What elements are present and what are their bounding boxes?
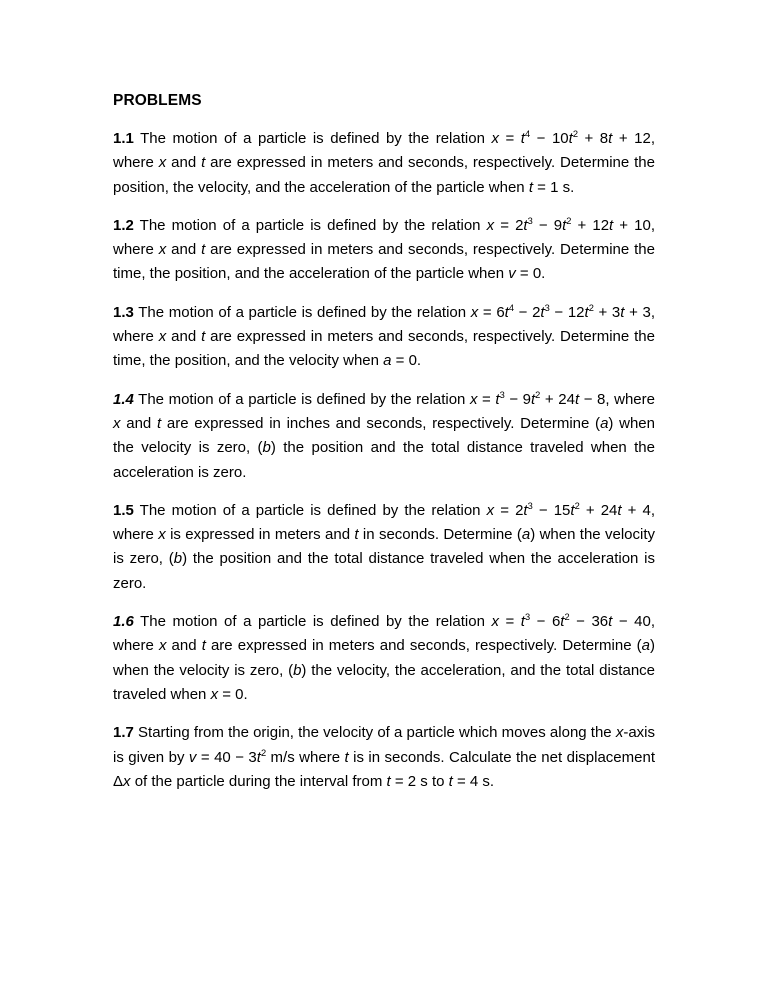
text-segment: x [469,390,478,408]
text-segment: t [448,772,453,790]
text-segment: 2 [574,500,580,511]
text-segment: = [477,390,496,408]
text-segment: = [498,613,521,631]
text-segment: ) the position and the total distance traveled when the acceleration is zero. [113,439,660,481]
text-segment: 1.4 [113,390,134,408]
text-segment: v [508,265,516,283]
text-segment: x [158,637,167,655]
text-segment: The motion of a particle is defined by the relation [133,303,471,321]
text-segment: − 9 [532,216,563,234]
text-segment: are expressed in meters and seconds, respectively. Determine the time, the position, and the acceleration of the particle when [113,241,660,283]
text-segment: -axis is given by [113,724,660,766]
text-segment: and [166,241,202,259]
text-segment: t [520,130,525,147]
text-segment: 3 [499,389,505,400]
text-segment: − 2 [514,303,541,321]
text-segment: x [158,154,167,172]
page-title: PROBLEMS [113,92,202,109]
text-segment: t [540,303,545,321]
text-segment: t [560,613,565,631]
text-segment: t [528,178,533,196]
text-segment: t [386,772,391,790]
problems-list [113,127,660,794]
problem-paragraph [113,388,660,485]
text-segment: t [523,501,528,519]
text-segment: 3 [544,302,550,313]
text-segment: = 40 − 3 [196,748,257,766]
text-segment: t [562,216,567,234]
text-segment: x [615,724,624,742]
text-segment: t [354,526,359,544]
problem-paragraph [113,301,660,374]
text-segment: ) when the velocity is zero, ( [113,637,660,679]
text-segment: t [609,216,614,234]
text-segment: + 10, where [113,216,660,259]
text-segment: + 8 [577,130,609,147]
text-segment: = 1 s. [532,178,575,196]
text-segment: The motion of a particle is defined by the relation [133,501,487,519]
text-segment: 3 [527,500,533,511]
text-segment: t [344,748,349,766]
text-segment: t [584,303,589,321]
text-segment: t [531,390,536,408]
text-segment: = 0. [391,352,422,370]
text-segment: and [166,328,202,346]
text-segment: The motion of a particle is defined by the relation [133,216,487,234]
text-segment: x [123,772,131,790]
text-segment: b [262,439,271,457]
text-segment: x [158,526,166,544]
text-segment: is expressed in meters and [165,526,355,544]
text-segment: The motion of a particle is defined by the relation [133,390,470,408]
text-segment: t [201,328,206,346]
text-segment: + 24 [540,390,575,408]
text-segment: 1.7 [113,724,134,742]
text-segment: b [173,550,183,568]
text-segment: 1.1 [113,130,134,147]
text-segment: = 0. [218,685,248,703]
text-segment: and [166,637,202,655]
text-segment: a [521,526,531,544]
text-segment: − 8, where [579,390,660,408]
text-segment: t [608,613,613,631]
text-segment: x [491,130,499,147]
text-segment: + 3 [593,303,621,321]
text-segment: − 40, where [113,613,660,655]
text-segment: t [495,390,500,408]
text-segment: 4 [508,302,515,313]
text-segment: x [470,303,479,321]
text-segment: − 9 [504,390,531,408]
text-segment: b [293,661,302,679]
text-segment: t [520,613,525,631]
text-segment: + 24 [579,501,618,519]
text-segment: are expressed in meters and seconds, respectively. Determine ( [205,637,642,655]
problem-paragraph [113,721,660,794]
text-segment: t [256,748,261,766]
text-segment: − 12 [549,303,585,321]
text-segment: = 0. [515,265,546,283]
text-segment: t [201,637,206,655]
text-segment: t [568,130,573,147]
text-segment: The motion of a particle is defined by the relation [133,613,492,631]
problem-paragraph [113,127,660,200]
text-segment: + 12 [571,216,610,234]
text-segment: of the particle during the interval from [130,772,387,790]
text-segment: is in seconds. Calculate the net displacement Δ [113,748,660,790]
text-segment: ) the velocity, the acceleration, and the total distance traveled when [113,661,660,703]
problem-paragraph [113,214,660,287]
text-segment: 1.2 [113,216,134,234]
text-segment: − 6 [530,613,561,631]
text-segment: = 2 s to [390,772,449,790]
text-segment: 2 [588,302,594,313]
text-segment: and [120,414,157,432]
text-segment: 2 [566,215,572,226]
text-segment: x [486,216,495,234]
text-segment: Starting from the origin, the velocity of a particle which moves along the [133,724,616,742]
text-segment: = 6 [478,303,505,321]
text-segment: ) when the velocity is zero, ( [113,414,660,457]
text-segment: t [574,390,580,408]
text-segment: x [158,328,167,346]
text-segment: 1.6 [113,613,134,631]
text-segment: a [600,414,609,432]
text-segment: x [210,685,219,703]
text-segment: and [166,154,202,172]
text-segment: = [498,130,521,147]
text-segment: a [641,637,650,655]
text-segment: 4 [524,129,531,139]
text-segment: 3 [527,215,533,226]
text-segment: x [486,501,495,519]
text-segment: = 2 [494,501,524,519]
text-segment: t [608,130,613,147]
text-segment: 1.5 [113,501,134,519]
text-segment: t [156,414,162,432]
problem-paragraph [113,499,660,596]
text-segment: 2 [572,129,578,139]
text-segment: + 4, where [113,501,660,544]
text-segment: The motion of a particle is defined by the relation [133,130,492,147]
text-segment: + 3, where [113,303,660,346]
text-segment: in seconds. Determine ( [358,526,522,544]
text-segment: t [523,216,528,234]
text-segment: 2 [535,389,541,400]
text-segment: 2 [564,612,570,623]
text-segment: m/s where [266,748,345,766]
text-segment: t [570,501,575,519]
text-segment: − 36 [569,613,609,631]
text-segment: = 4 s. [452,772,495,790]
text-segment: are expressed in meters and seconds, respectively. Determine the time, the position, and the velocity when [113,328,660,370]
text-segment: x [158,241,167,259]
text-segment: ) when the velocity is zero, ( [113,526,660,568]
text-segment: − 15 [532,501,571,519]
text-segment: t [201,154,206,172]
text-segment: t [617,501,622,519]
problem-paragraph [113,610,660,707]
text-segment: a [383,352,392,370]
text-segment: x [113,414,121,432]
text-segment: ) the position and the total distance traveled when the acceleration is zero. [113,550,660,592]
text-segment: t [201,241,206,259]
text-segment: 3 [524,612,531,623]
text-segment: + 12, where [113,130,660,172]
text-segment: are expressed in inches and seconds, respectively. Determine ( [161,414,601,432]
text-segment: 2 [260,747,267,758]
text-segment: t [504,303,509,321]
text-segment: = 2 [494,216,524,234]
text-segment: t [620,303,625,321]
text-segment: v [188,748,197,766]
text-segment: x [491,613,499,631]
text-segment: 1.3 [113,303,134,321]
text-segment: are expressed in meters and seconds, respectively. Determine the position, the velocity, and the acceleration of the particle when [113,154,660,196]
text-segment: − 10 [530,130,569,147]
